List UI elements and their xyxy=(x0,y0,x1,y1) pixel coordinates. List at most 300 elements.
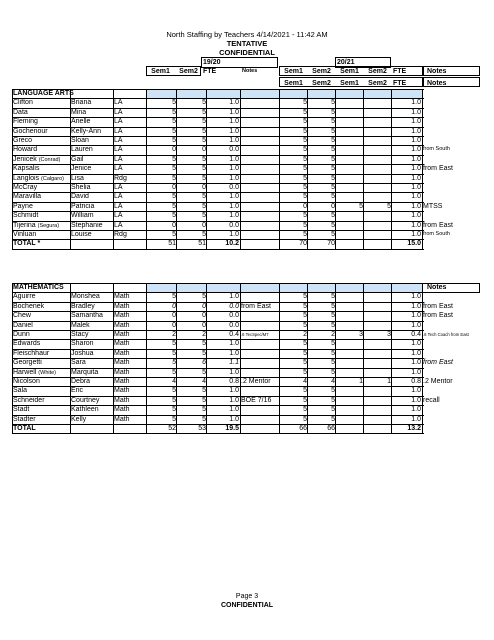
grid-line xyxy=(176,89,177,249)
cell-nf: 1.0 xyxy=(411,99,421,107)
cell-s2: 5 xyxy=(202,127,206,135)
notes-header: Notes xyxy=(427,68,447,75)
cell-fte: 1.0 xyxy=(229,231,239,238)
cell-subj: Rdg xyxy=(114,231,127,238)
cell-n2: 5 xyxy=(331,137,335,144)
cell-last: Payne xyxy=(13,202,33,210)
cell-fte: 0.0 xyxy=(229,302,239,310)
cell-fte: 0.0 xyxy=(229,321,239,329)
cell-last: Georgetti xyxy=(13,359,42,367)
cell-nf: 1.0 xyxy=(411,221,421,229)
sem2-header-2021b: Sem2 xyxy=(368,68,387,75)
cell-fte: 0.8 xyxy=(229,378,239,385)
sem2-header-r2: Sem2 xyxy=(312,79,331,87)
total-label: TOTAL * xyxy=(13,240,41,248)
grid-line xyxy=(391,89,392,249)
grid-line xyxy=(146,283,147,433)
cell-s1: 5 xyxy=(172,349,176,357)
cell-s1: 0 xyxy=(172,312,176,320)
cell-s1: 5 xyxy=(172,202,176,210)
notes-header-r2: Notes xyxy=(427,79,447,87)
total-nf: 13.2 xyxy=(407,425,421,432)
cell-nf: 1.0 xyxy=(411,202,421,210)
sem1-header-2021b: Sem1 xyxy=(340,68,359,75)
section-highlight xyxy=(147,283,422,292)
sem1-header: Sem1 xyxy=(151,68,170,75)
cell-subj: LA xyxy=(114,118,123,126)
cell-nnotes: from East xyxy=(423,221,453,229)
cell-nf: 0.4 xyxy=(411,331,421,338)
cell-fte: 1.0 xyxy=(229,212,239,220)
cell-nnotes: from East xyxy=(423,302,453,310)
total-s1: 52 xyxy=(168,425,176,432)
cell-subj: Rdg xyxy=(114,174,127,182)
cell-n4: 1 xyxy=(387,378,391,385)
cell-subj: Math xyxy=(114,321,130,329)
cell-first: David xyxy=(71,193,89,201)
cell-n1: 5 xyxy=(303,396,307,404)
grid-line xyxy=(279,283,280,433)
cell-nnotes: from South xyxy=(423,231,450,237)
cell-n1: 5 xyxy=(303,349,307,357)
cell-s2: 5 xyxy=(202,165,206,173)
cell-first: Stacy xyxy=(71,331,89,338)
cell-first: Bradley xyxy=(71,302,95,310)
cell-nf: 1.0 xyxy=(411,118,421,126)
cell-last: Maravilla xyxy=(13,193,42,201)
cell-n1: 5 xyxy=(303,293,307,301)
cell-s1: 5 xyxy=(172,340,176,348)
cell-n2: 4 xyxy=(331,378,335,385)
cell-subj: LA xyxy=(114,146,123,154)
cell-n1: 5 xyxy=(303,193,307,201)
cell-fte: 1.0 xyxy=(229,155,239,163)
cell-first: Joshua xyxy=(71,349,94,357)
cell-n2: 5 xyxy=(331,293,335,301)
fte-header-2021: FTE xyxy=(393,68,407,75)
sem2-header: Sem2 xyxy=(179,68,198,75)
cell-s2: 0 xyxy=(202,302,206,310)
cell-last: Fleming xyxy=(13,118,38,126)
cell-s2: 0 xyxy=(202,184,206,191)
cell-fte: 1.0 xyxy=(229,396,239,404)
cell-last: Stadter xyxy=(13,415,36,423)
cell-nf: 0.8 xyxy=(411,378,421,385)
cell-fte: 0.0 xyxy=(229,312,239,320)
sem1-header-2021: Sem1 xyxy=(284,68,303,75)
cell-n1: 2 xyxy=(303,331,307,338)
cell-fte: 1.0 xyxy=(229,127,239,135)
cell-first: Courtney xyxy=(71,396,100,404)
cell-n1: 5 xyxy=(303,118,307,126)
cell-subj: LA xyxy=(114,193,123,201)
cell-fte: 0.4 xyxy=(229,331,239,338)
cell-subj: LA xyxy=(114,221,123,229)
cell-s1: 5 xyxy=(172,406,176,414)
cell-nf: 1.0 xyxy=(411,312,421,320)
grid-line xyxy=(12,89,13,249)
cell-subj: LA xyxy=(114,99,123,107)
cell-n1: 5 xyxy=(303,127,307,135)
cell-s1: 5 xyxy=(172,137,176,144)
cell-fte: 1.0 xyxy=(229,406,239,414)
cell-notes: .2 Mentor xyxy=(241,378,271,385)
cell-n1: 5 xyxy=(303,406,307,414)
cell-nf: 1.0 xyxy=(411,108,421,116)
cell-n1: 5 xyxy=(303,312,307,320)
grid-line xyxy=(70,89,71,249)
cell-subj: LA xyxy=(114,127,123,135)
grid-line xyxy=(363,89,364,249)
cell-last: Greco xyxy=(13,137,33,144)
cell-n1: 5 xyxy=(303,146,307,154)
cell-nnotes: from East xyxy=(423,165,453,173)
year-header-2021: 20/21 xyxy=(337,59,355,66)
section-title: LANGUAGE ARTS xyxy=(13,90,74,97)
grid-line xyxy=(12,283,13,433)
cell-subj: Math xyxy=(114,349,130,357)
cell-s1: 5 xyxy=(172,108,176,116)
cell-s1: 5 xyxy=(172,359,176,367)
cell-s1: 0 xyxy=(172,184,176,191)
cell-n4: 5 xyxy=(387,202,391,210)
cell-nnotes: .6 Tech Coach from East xyxy=(423,332,469,337)
cell-s2: 5 xyxy=(202,396,206,404)
cell-first: Stephanie xyxy=(71,221,103,229)
cell-n1: 5 xyxy=(303,231,307,238)
cell-subj: LA xyxy=(114,212,123,220)
cell-n2: 5 xyxy=(331,184,335,191)
cell-last: Clifton xyxy=(13,99,33,107)
cell-nf: 1.0 xyxy=(411,293,421,301)
cell-n1: 5 xyxy=(303,321,307,329)
cell-n2: 5 xyxy=(331,221,335,229)
cell-n2: 5 xyxy=(331,321,335,329)
cell-s2: 5 xyxy=(202,406,206,414)
cell-s2: 5 xyxy=(202,174,206,182)
cell-n1: 5 xyxy=(303,155,307,163)
grid-line xyxy=(206,89,207,249)
cell-s1: 5 xyxy=(172,174,176,182)
cell-nf: 1.0 xyxy=(411,349,421,357)
cell-nnotes: MTSS xyxy=(423,202,443,210)
grid-line xyxy=(422,89,423,249)
cell-s2: 0 xyxy=(202,146,206,154)
cell-n1: 5 xyxy=(303,387,307,395)
cell-s1: 5 xyxy=(172,127,176,135)
cell-first: Marquita xyxy=(71,368,99,376)
cell-fte: 1.0 xyxy=(229,108,239,116)
cell-fte: 1.0 xyxy=(229,349,239,357)
cell-n2: 5 xyxy=(331,368,335,376)
cell-first: Debra xyxy=(71,378,91,385)
grid-line xyxy=(422,283,423,433)
cell-s1: 0 xyxy=(172,146,176,154)
cell-n2: 5 xyxy=(331,231,335,238)
cell-n2: 5 xyxy=(331,165,335,173)
total-nf: 15.0 xyxy=(407,240,421,248)
cell-n1: 5 xyxy=(303,368,307,376)
cell-n1: 5 xyxy=(303,99,307,107)
year-header-1920: 19/20 xyxy=(203,59,221,66)
cell-last: Schneider xyxy=(13,396,45,404)
notes-header-small: Notes xyxy=(242,68,258,74)
cell-last: Gochenour xyxy=(13,127,48,135)
grid-line xyxy=(240,283,241,433)
cell-s2: 0 xyxy=(202,312,206,320)
total-s1: 51 xyxy=(168,240,176,248)
total-n2: 70 xyxy=(327,240,335,248)
cell-first: Samantha xyxy=(71,312,103,320)
grid-line xyxy=(206,283,207,433)
cell-n1: 5 xyxy=(303,184,307,191)
cell-subj: Math xyxy=(114,331,130,338)
cell-nnotes: .2 Mentor xyxy=(423,378,453,385)
grid-line xyxy=(146,89,147,249)
cell-subj: LA xyxy=(114,184,123,191)
cell-s1: 5 xyxy=(172,155,176,163)
cell-s2: 5 xyxy=(202,212,206,220)
cell-nf: 1.0 xyxy=(411,137,421,144)
cell-nf: 1.0 xyxy=(411,212,421,220)
cell-notes: .6 TecSpec/M7 xyxy=(241,332,269,337)
cell-n2: 5 xyxy=(331,118,335,126)
cell-n2: 5 xyxy=(331,212,335,220)
cell-s2: 5 xyxy=(202,193,206,201)
cell-subj: Math xyxy=(114,340,130,348)
cell-last: McCray xyxy=(13,184,38,191)
cell-first: Sara xyxy=(71,359,86,367)
cell-subj: LA xyxy=(114,137,123,144)
cell-fte: 1.0 xyxy=(229,202,239,210)
cell-nf: 1.0 xyxy=(411,302,421,310)
report-title: North Staffing by Teachers 4/14/2021 - 11:42 AM xyxy=(166,30,328,39)
grid-line xyxy=(335,89,336,249)
cell-s1: 4 xyxy=(172,378,176,385)
cell-nnotes: from East xyxy=(423,359,453,367)
cell-nf: 1.0 xyxy=(411,359,421,367)
cell-s1: 0 xyxy=(172,321,176,329)
cell-fte: 1.0 xyxy=(229,387,239,395)
cell-n2: 5 xyxy=(331,387,335,395)
cell-n1: 5 xyxy=(303,415,307,423)
cell-last: Edwards xyxy=(13,340,41,348)
cell-subj: Math xyxy=(114,312,130,320)
cell-first: Shelia xyxy=(71,184,91,191)
total-label: TOTAL xyxy=(13,425,36,432)
cell-fte: 1.0 xyxy=(229,118,239,126)
cell-s2: 5 xyxy=(202,387,206,395)
cell-n1: 5 xyxy=(303,165,307,173)
cell-subj: LA xyxy=(114,155,123,163)
grid-line xyxy=(391,283,392,433)
cell-s2: 5 xyxy=(202,231,206,238)
fte-header: FTE xyxy=(203,68,217,75)
section-title: MATHEMATICS xyxy=(13,284,64,291)
cell-subj: Math xyxy=(114,406,130,414)
cell-nf: 1.0 xyxy=(411,368,421,376)
grid-line xyxy=(279,89,280,249)
cell-nf: 1.0 xyxy=(411,340,421,348)
cell-n3: 5 xyxy=(359,202,363,210)
cell-nf: 1.0 xyxy=(411,415,421,423)
cell-fte: 1.0 xyxy=(229,340,239,348)
sem1b-header-r2: Sem1 xyxy=(340,79,359,87)
cell-nf: 1.0 xyxy=(411,231,421,238)
confidential-label: CONFIDENTIAL xyxy=(219,48,275,57)
page-number: Page 3 xyxy=(235,593,259,600)
cell-n2: 5 xyxy=(331,108,335,116)
cell-s2: 5 xyxy=(202,415,206,423)
cell-n2: 5 xyxy=(331,99,335,107)
grid-line xyxy=(363,283,364,433)
cell-n1: 5 xyxy=(303,212,307,220)
total-s2: 51 xyxy=(198,240,206,248)
cell-nf: 1.0 xyxy=(411,165,421,173)
tentative-label: TENTATIVE xyxy=(226,39,268,48)
cell-s1: 5 xyxy=(172,368,176,376)
cell-first: Kathleen xyxy=(71,406,99,414)
teacher-last-name: Jenicek (Conrad) xyxy=(13,155,61,163)
cell-subj: Math xyxy=(114,415,130,423)
cell-first: Lauren xyxy=(71,146,93,154)
cell-nf: 1.0 xyxy=(411,184,421,191)
cell-nnotes: recall xyxy=(423,396,440,404)
cell-s1: 5 xyxy=(172,293,176,301)
cell-n2: 5 xyxy=(331,396,335,404)
total-n1: 70 xyxy=(299,240,307,248)
cell-first: Louise xyxy=(71,231,92,238)
cell-n1: 0 xyxy=(303,202,307,210)
grid-line xyxy=(12,249,424,250)
cell-fte: 0.0 xyxy=(229,146,239,154)
cell-nf: 1.0 xyxy=(411,146,421,154)
cell-s1: 5 xyxy=(172,415,176,423)
cell-n1: 5 xyxy=(303,221,307,229)
teacher-last-name: Tijerina (Segura) xyxy=(13,221,60,229)
cell-first: Gail xyxy=(71,155,84,163)
teacher-last-name: Langlois (Calgaro) xyxy=(13,174,64,182)
cell-last: Bochenek xyxy=(13,302,45,310)
cell-first: Kelly xyxy=(71,415,87,423)
cell-last: Chew xyxy=(13,312,31,320)
cell-first: Monshea xyxy=(71,293,100,301)
cell-n2: 5 xyxy=(331,155,335,163)
cell-last: Daniel xyxy=(13,321,33,329)
cell-n2: 5 xyxy=(331,302,335,310)
cell-fte: 1.0 xyxy=(229,165,239,173)
cell-nf: 1.0 xyxy=(411,174,421,182)
cell-s1: 5 xyxy=(172,193,176,201)
cell-n4: 3 xyxy=(387,331,391,338)
cell-n2: 5 xyxy=(331,415,335,423)
cell-fte: 1.1 xyxy=(229,359,239,367)
cell-last: Stadt xyxy=(13,406,30,414)
cell-s2: 5 xyxy=(202,118,206,126)
teacher-last-name: Harwell (White) xyxy=(13,368,57,376)
cell-fte: 0.0 xyxy=(229,184,239,191)
cell-n2: 0 xyxy=(331,202,335,210)
cell-s1: 5 xyxy=(172,165,176,173)
grid-line xyxy=(307,89,308,249)
cell-last: Nicolson xyxy=(13,378,40,385)
cell-n1: 5 xyxy=(303,302,307,310)
cell-s1: 0 xyxy=(172,302,176,310)
grid-line xyxy=(176,283,177,433)
grid-line xyxy=(113,89,114,249)
cell-last: Dunn xyxy=(13,331,30,338)
cell-n2: 5 xyxy=(331,406,335,414)
cell-last: Fleischhaur xyxy=(13,349,50,357)
cell-last: Kapsalis xyxy=(13,165,40,173)
cell-subj: Math xyxy=(114,396,130,404)
cell-first: Malek xyxy=(71,321,90,329)
footer-confidential: CONFIDENTIAL xyxy=(220,602,274,609)
cell-n1: 5 xyxy=(303,340,307,348)
cell-first: Mina xyxy=(71,108,87,116)
cell-s2: 0 xyxy=(202,221,206,229)
cell-nf: 1.0 xyxy=(411,387,421,395)
cell-last: Schmidt xyxy=(13,212,39,220)
cell-s2: 5 xyxy=(202,349,206,357)
grid-line xyxy=(113,283,114,433)
cell-last: Sala xyxy=(13,387,28,395)
cell-n2: 5 xyxy=(331,174,335,182)
cell-nnotes: from South xyxy=(423,146,450,153)
sem1-header-r2: Sem1 xyxy=(284,79,303,87)
cell-fte: 1.0 xyxy=(229,415,239,423)
cell-s1: 2 xyxy=(172,331,176,338)
total-fte: 19.5 xyxy=(225,425,239,432)
cell-s2: 5 xyxy=(202,368,206,376)
grid-line xyxy=(240,89,241,249)
cell-first: Sloan xyxy=(71,137,89,144)
sem2-header-2021: Sem2 xyxy=(312,68,331,75)
cell-n3: 3 xyxy=(359,331,363,338)
cell-s2: 5 xyxy=(202,137,206,144)
cell-notes: from East xyxy=(241,302,271,310)
cell-first: Arielle xyxy=(71,118,91,126)
cell-first: Jenice xyxy=(71,165,92,173)
total-fte: 10.2 xyxy=(225,240,239,248)
cell-s2: 5 xyxy=(202,202,206,210)
grid-line xyxy=(307,283,308,433)
cell-s1: 5 xyxy=(172,231,176,238)
grid-line xyxy=(335,283,336,433)
cell-subj: LA xyxy=(114,202,123,210)
section-highlight xyxy=(147,89,422,98)
cell-fte: 1.0 xyxy=(229,174,239,182)
cell-first: Briana xyxy=(71,99,92,107)
cell-subj: Math xyxy=(114,302,130,310)
cell-fte: 0.0 xyxy=(229,221,239,229)
cell-subj: Math xyxy=(114,359,130,367)
cell-s1: 5 xyxy=(172,118,176,126)
cell-subj: LA xyxy=(114,165,123,173)
cell-s2: 5 xyxy=(202,99,206,107)
cell-first: William xyxy=(71,212,94,220)
cell-s2: 5 xyxy=(202,108,206,116)
cell-n2: 5 xyxy=(331,312,335,320)
cell-s2: 2 xyxy=(202,331,206,338)
cell-n1: 5 xyxy=(303,174,307,182)
cell-n2: 5 xyxy=(331,359,335,367)
notes-header-section: Notes xyxy=(427,284,447,291)
cell-first: Patricia xyxy=(71,202,95,210)
cell-last: Aguirre xyxy=(13,293,36,301)
cell-n1: 5 xyxy=(303,108,307,116)
cell-nnotes: from East xyxy=(423,312,453,320)
